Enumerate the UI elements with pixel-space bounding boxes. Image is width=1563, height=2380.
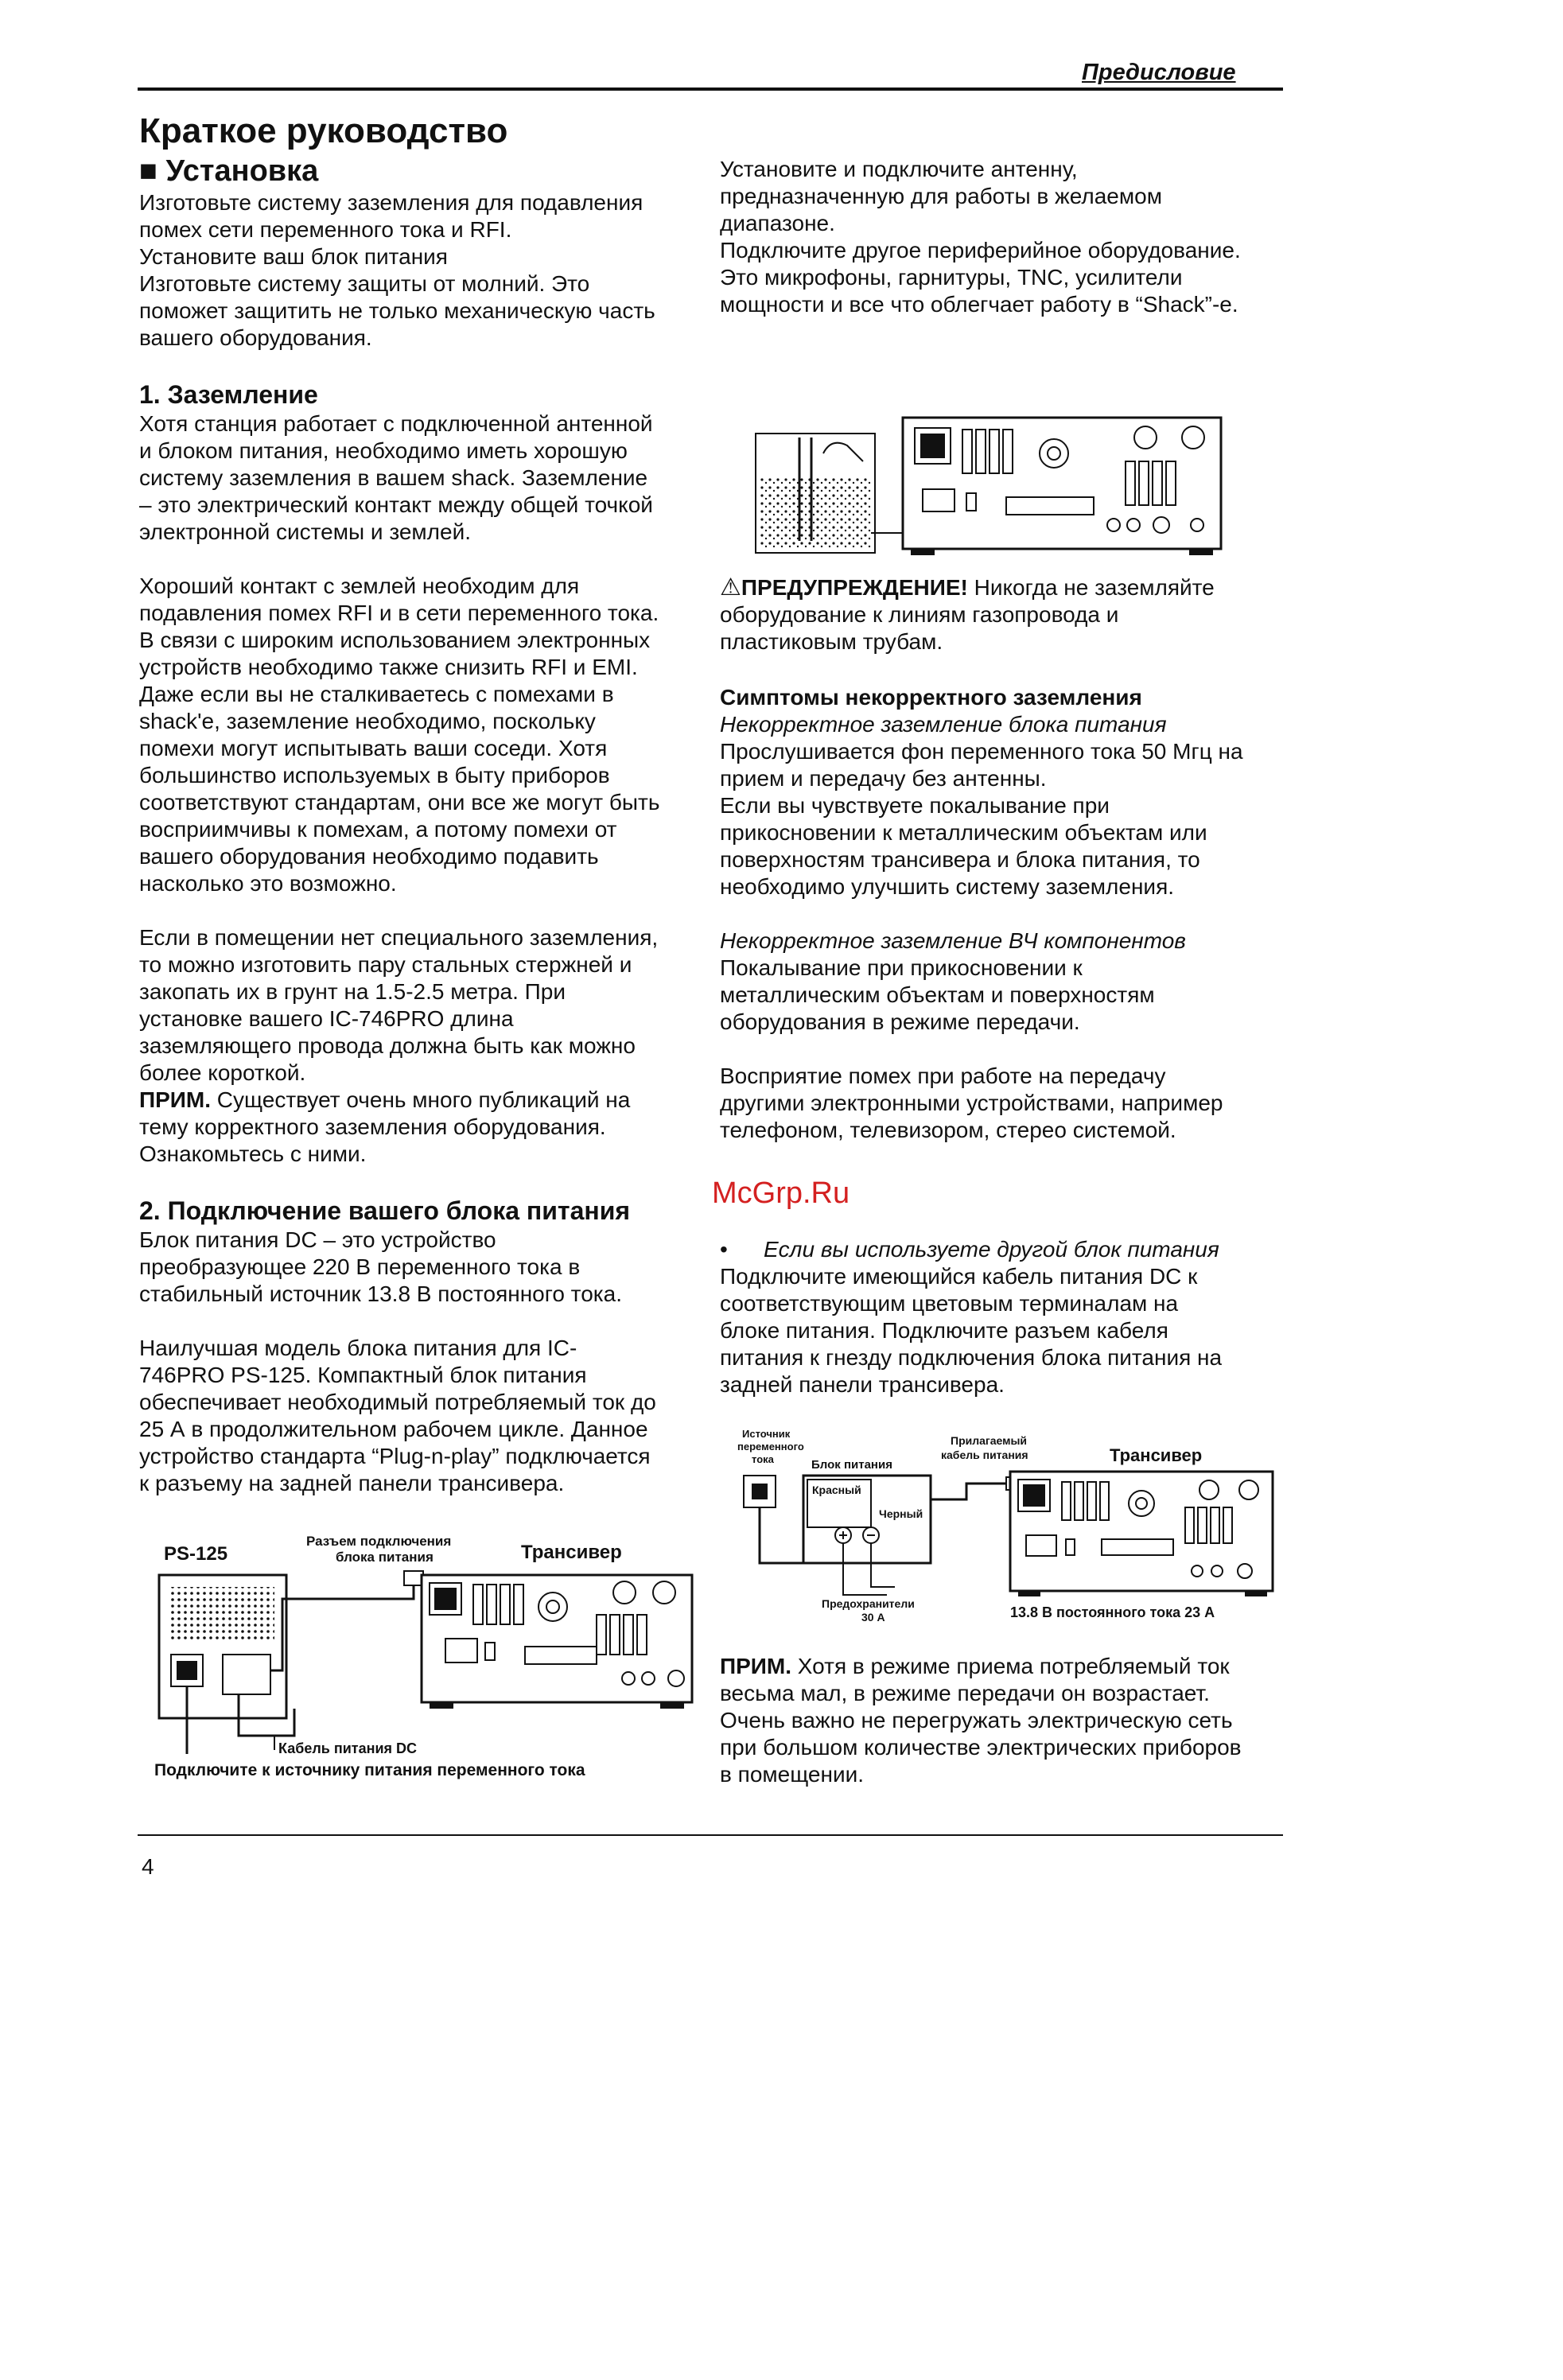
header-rule [138, 88, 1283, 91]
text-line: устройство стандарта “Plug-n-play” подключается [139, 1444, 651, 1468]
text-line: вашего оборудования необходимо подавить [139, 844, 599, 869]
text-line: блоке питания. Подключите разъем кабеля [720, 1318, 1168, 1343]
other-psu-block [720, 1236, 1293, 1398]
other-psu-heading: Если вы используете другой блок питания [764, 1237, 1219, 1262]
text-line: большинство используемых в быту приборов [139, 763, 610, 788]
grounding-para-1 [139, 410, 712, 546]
text-line: телефоном, телевизором, стерео системой. [720, 1118, 1176, 1142]
text-line: диапазоне. [720, 211, 835, 235]
symptoms-sub2: Некорректное заземление ВЧ компонентов [720, 928, 1186, 953]
text-line: в помещении. [720, 1762, 865, 1787]
text-line: и блоком питания, необходимо иметь хорошую [139, 438, 628, 463]
text-line [139, 1087, 712, 1114]
text-line: мощности и все что облегчает работу в “Shack”-е. [720, 292, 1238, 317]
text-line: тему корректного заземления оборудования. [139, 1114, 606, 1139]
fuse-label-1: Предохранители [822, 1597, 915, 1610]
text-line: Ознакомьтесь с ними. [139, 1141, 367, 1166]
text-line: задней панели трансивера. [720, 1372, 1005, 1397]
psu-label: Блок питания [811, 1458, 892, 1472]
text-line [720, 1236, 1293, 1263]
warning-text: Никогда не заземляйте [967, 575, 1215, 600]
text-line: Даже если вы не сталкиваетесь с помехами в [139, 682, 614, 706]
note2-label: ПРИМ. [720, 1654, 792, 1678]
text-line: Очень важно не перегружать электрическую сеть [720, 1708, 1233, 1732]
text-line: прикосновении к металлическим объектам или [720, 820, 1207, 845]
red-label: Красный [812, 1484, 861, 1496]
text-line: Если в помещении нет специального заземления, [139, 925, 659, 950]
text-line: к разъему на задней панели трансивера. [139, 1471, 565, 1495]
text-line: систему заземления в вашем shack. Заземление [139, 465, 648, 490]
note2-text: Хотя в режиме приема потребляемый ток [791, 1654, 1230, 1678]
figure-other-psu [728, 1428, 1285, 1627]
ac-source-label-2: переменного [737, 1441, 804, 1452]
text-line: весьма мал, в режиме передачи он возрастает. [720, 1681, 1210, 1705]
grounding-para-3 [139, 924, 712, 1087]
text-line: Прослушивается фон переменного тока 50 Мгц на [720, 739, 1243, 764]
text-line: закопать их в грунт на 1.5-2.5 метра. При [139, 979, 566, 1004]
fuse-label-2: 30 А [861, 1611, 885, 1624]
text-line: поможет защитить не только механическую часть [139, 298, 655, 323]
text-line: Установите и подключите антенну, [720, 157, 1078, 181]
page-title: Краткое руководство [139, 111, 508, 150]
warning-triangle-icon: ⚠ [720, 574, 741, 601]
text-line: оборудования в режиме передачи. [720, 1009, 1080, 1034]
grounding-note [139, 1087, 712, 1168]
text-line: подавления помех RFI и в сети переменного тока. [139, 601, 659, 625]
text-line: Хороший контакт с землей необходим для [139, 574, 580, 598]
text-line: то можно изготовить пару стальных стержней и [139, 952, 632, 977]
note-text: Существует очень много публикаций на [211, 1087, 631, 1112]
text-line: В связи с широким использованием электронных [139, 628, 651, 652]
text-line: насколько это возможно. [139, 871, 397, 896]
text-line: прием и передачу без антенны. [720, 766, 1047, 791]
text-line: преобразующее 220 В переменного тока в [139, 1254, 581, 1279]
footer-rule [138, 1834, 1283, 1836]
text-line: 25 А в продолжительном рабочем цикле. Данное [139, 1417, 648, 1441]
install-text [139, 189, 712, 352]
grounding-diagram [752, 414, 1229, 557]
right-column-top [720, 156, 1293, 318]
figure-grounding [752, 414, 1229, 557]
text-line: Хотя станция работает с подключенной антенной [139, 411, 653, 436]
text-line: помех сети переменного тока и RFI. [139, 217, 512, 242]
text-line: обеспечивает необходимый потребляемый ток до [139, 1390, 656, 1414]
text-line: питания к гнезду подключения блока питания на [720, 1345, 1223, 1370]
text-line: стабильный источник 13.8 В постоянного тока. [139, 1281, 622, 1306]
text-line: – это электрический контакт между общей точкой [139, 492, 653, 517]
black-label: Черный [879, 1507, 923, 1520]
text-line: восприимчивы к помехам, а потому помехи от [139, 817, 617, 842]
text-line: Восприятие помех при работе на передачу [720, 1064, 1166, 1088]
install-heading: ■ Установка [139, 154, 319, 188]
cable-label-1: Прилагаемый [951, 1434, 1028, 1447]
connector-label-1: Разъем подключения [306, 1534, 452, 1549]
text-line: Это микрофоны, гарнитуры, TNC, усилители [720, 265, 1183, 290]
text-line: Наилучшая модель блока питания для IC- [139, 1336, 577, 1360]
text-line: устройств необходимо также снизить RFI и EMI. [139, 655, 638, 679]
warning-label: ПРЕДУПРЕЖДЕНИЕ! [741, 575, 968, 600]
text-line: установке вашего IC-746PRO длина [139, 1006, 514, 1031]
text-line: пластиковым трубам. [720, 629, 943, 654]
text-line: shack'e, заземление необходимо, поскольку [139, 709, 596, 733]
cable-label-2: кабель питания [941, 1449, 1028, 1461]
text-line: Подключите другое периферийное оборудование. [720, 238, 1241, 262]
text-line: при большом количестве электрических приборов [720, 1735, 1242, 1760]
grounding-heading: 1. Заземление [139, 380, 318, 409]
text-line: заземляющего провода должна быть как можно [139, 1033, 636, 1058]
connector-label-2: блока питания [336, 1550, 434, 1565]
text-line: 746PRO PS-125. Компактный блок питания [139, 1363, 587, 1387]
dc-cable-label: Кабель питания DC [278, 1740, 418, 1756]
text-line: вашего оборудования. [139, 325, 372, 350]
power-heading: 2. Подключение вашего блока питания [139, 1196, 631, 1225]
ps125-label: PS-125 [164, 1543, 228, 1565]
transceiver-label-2: Трансивер [1110, 1445, 1203, 1465]
text-line: соответствуют стандартам, они все же могут быть [139, 790, 660, 815]
text-line: Изготовьте систему заземления для подавления [139, 190, 643, 215]
text-line: предназначенную для работы в желаемом [720, 184, 1162, 208]
text-line: Покалывание при прикосновении к [720, 955, 1083, 980]
warning-block [720, 574, 1293, 655]
bullet: • [720, 1237, 728, 1262]
ps125-caption: Подключите к источнику питания переменного тока [154, 1761, 585, 1779]
text-line: Если вы чувствуете покалывание при [720, 793, 1110, 818]
text-line: другими электронными устройствами, например [720, 1091, 1223, 1115]
ac-source-label-3: тока [752, 1453, 774, 1465]
text-line: электронной системы и землей. [139, 519, 472, 544]
symptoms-heading: Симптомы некорректного заземления [720, 685, 1142, 710]
spec-label: 13.8 В постоянного тока 23 А [1010, 1604, 1215, 1620]
text-line: Установите ваш блок питания [139, 244, 448, 269]
text-line: помехи могут испытывать ваши соседи. Хотя [139, 736, 608, 760]
note2-block [720, 1653, 1293, 1788]
symptoms-block [720, 684, 1293, 1144]
text-line [720, 1653, 1293, 1680]
text-line: Подключите имеющийся кабель питания DC к [720, 1264, 1198, 1289]
ac-source-label-1: Источник [742, 1428, 791, 1440]
transceiver-label: Трансивер [521, 1542, 622, 1563]
header-section-title: Предисловие [1082, 60, 1236, 85]
text-line: необходимо улучшить систему заземления. [720, 874, 1175, 899]
text-line: поверхностям трансивера и блока питания, то [720, 847, 1200, 872]
power-para-2 [139, 1335, 712, 1497]
figure-ps125-connection [151, 1527, 700, 1779]
page-number: 4 [142, 1854, 154, 1879]
text-line: Блок питания DC – это устройство [139, 1227, 496, 1252]
watermark: McGrp.Ru [712, 1176, 850, 1210]
grounding-para-2 [139, 573, 712, 897]
text-line: Изготовьте систему защиты от молний. Это [139, 271, 590, 296]
left-column [139, 111, 712, 1497]
text-line [720, 574, 1293, 601]
power-para-1 [139, 1227, 712, 1308]
text-line: оборудование к линиям газопровода и [720, 602, 1119, 627]
symptoms-sub1: Некорректное заземление блока питания [720, 712, 1167, 737]
text-line: соответствующим цветовым терминалам на [720, 1291, 1179, 1316]
text-line: металлическим объектам и поверхностям [720, 982, 1155, 1007]
note-label: ПРИМ. [139, 1087, 212, 1112]
text-line: более короткой. [139, 1060, 306, 1085]
